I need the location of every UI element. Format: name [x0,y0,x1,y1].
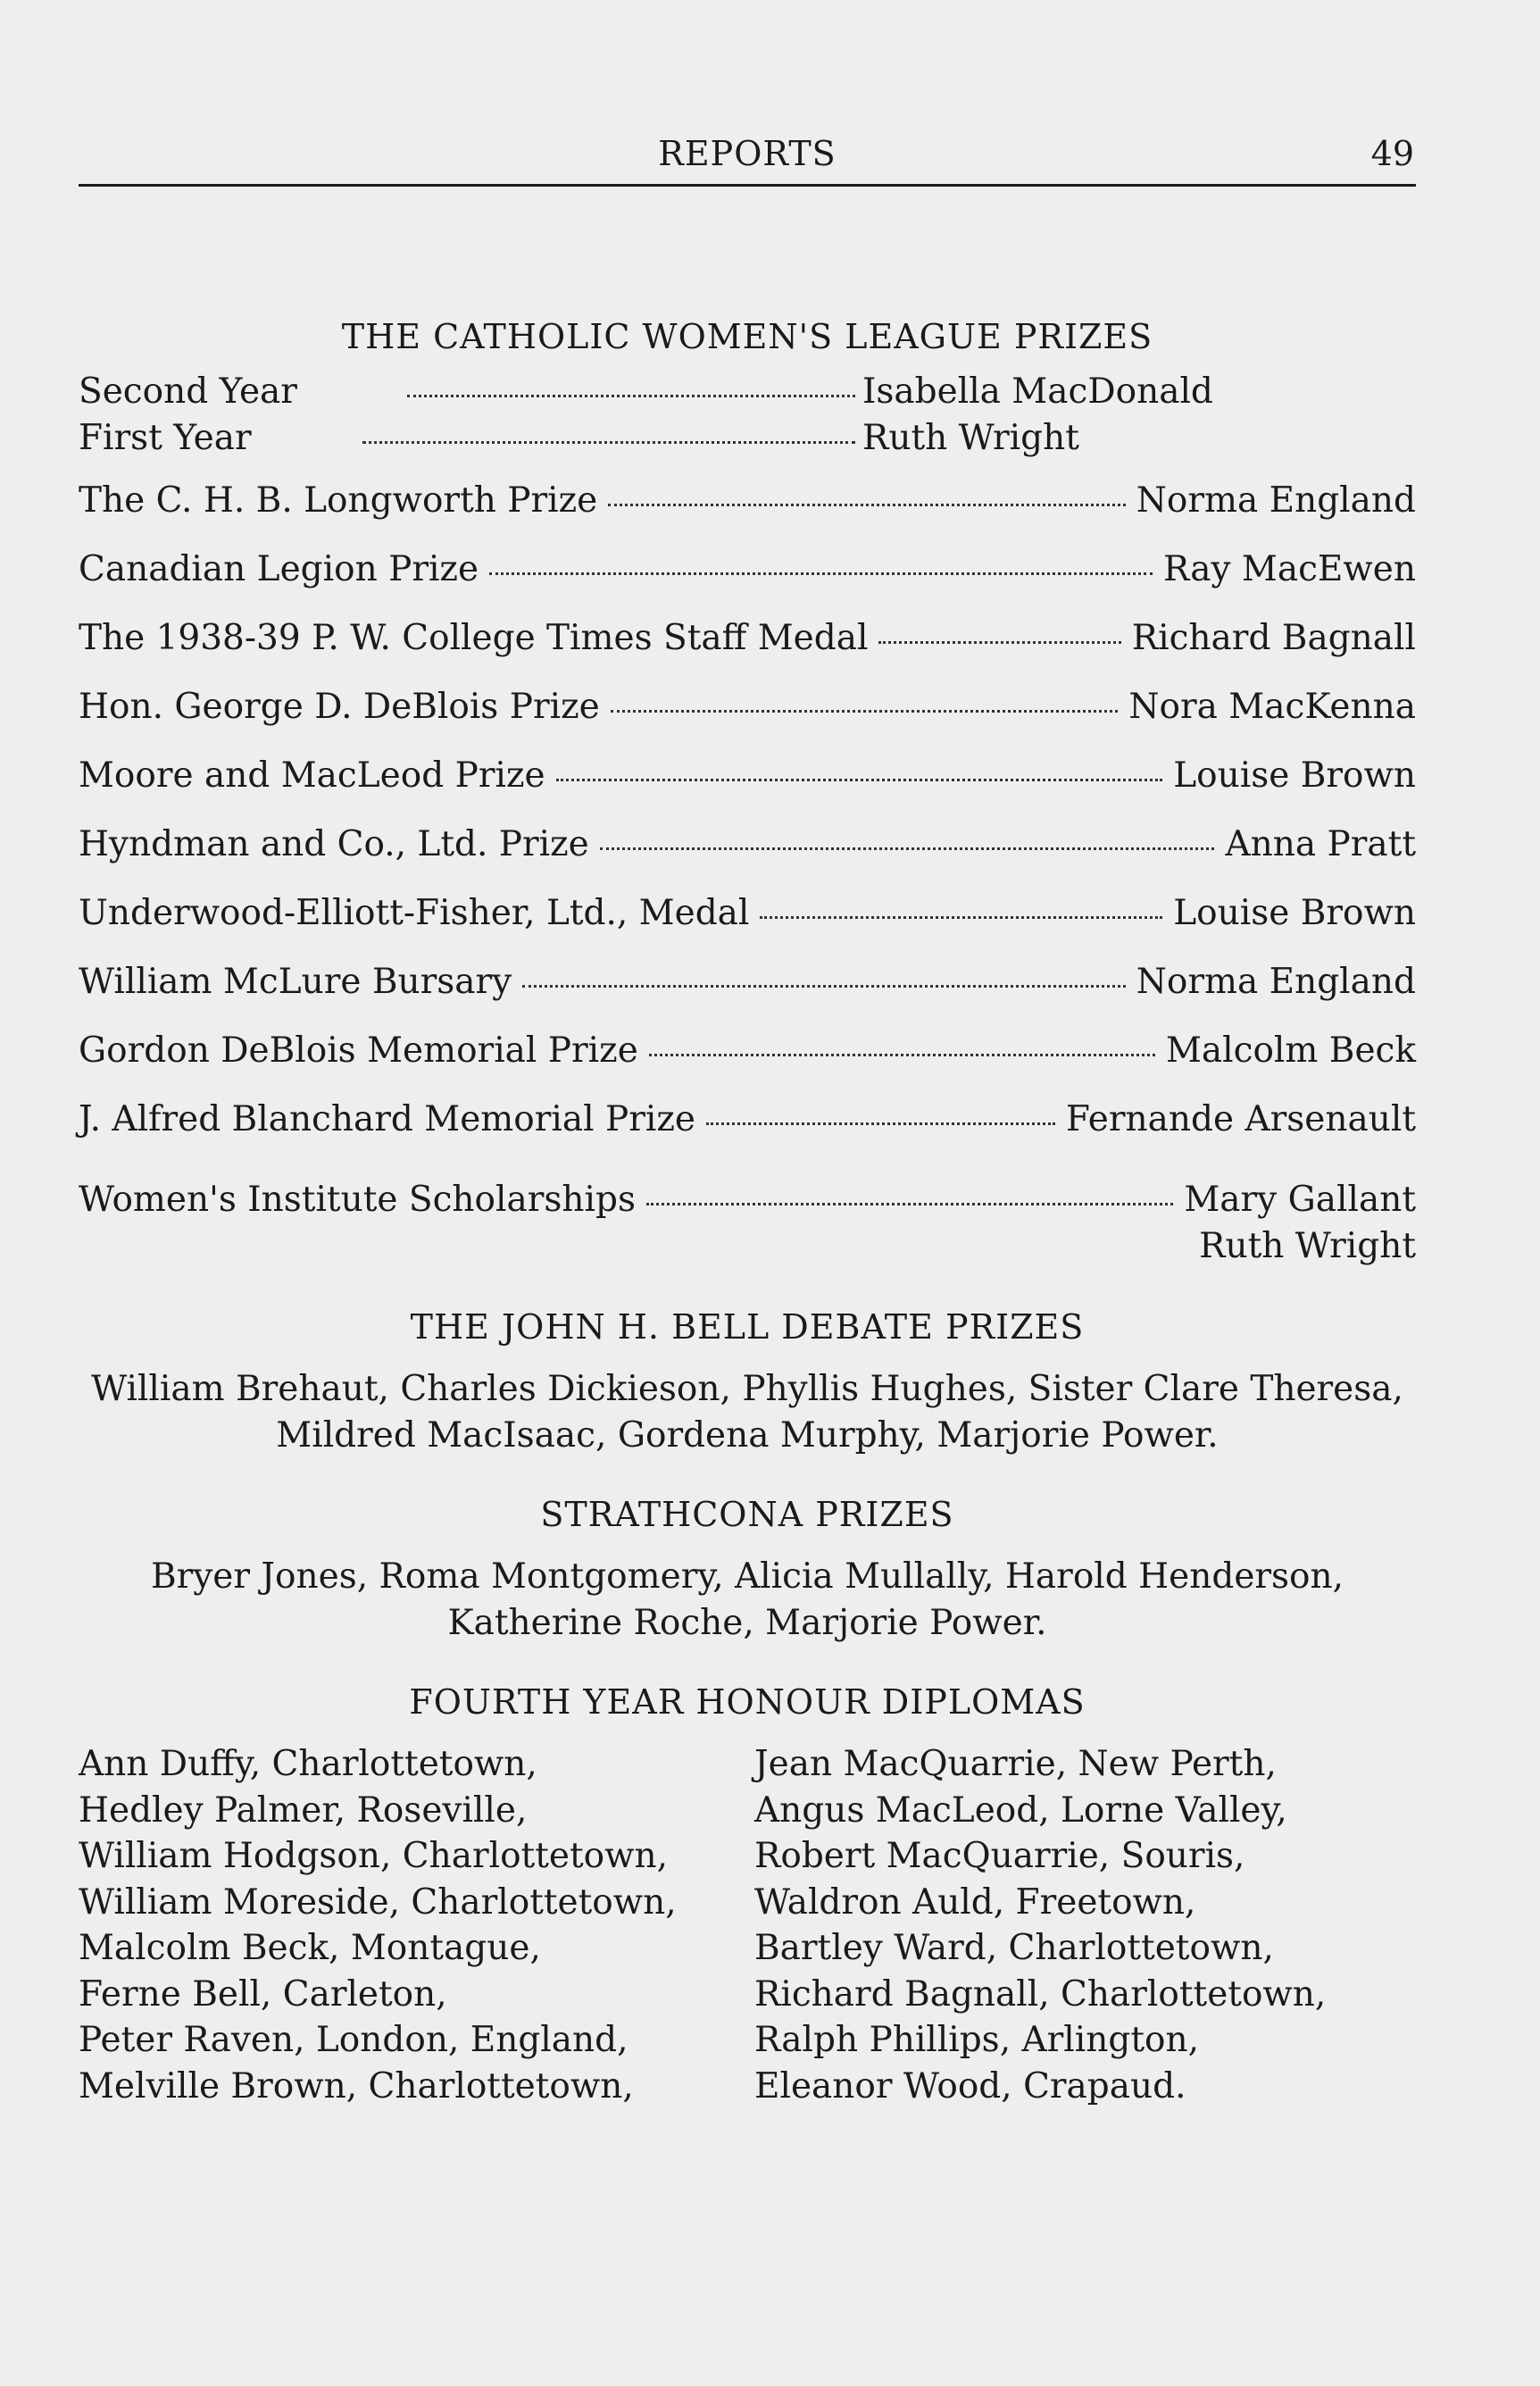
dot-leader [611,710,1119,713]
cwl-row-first-year [79,415,1416,462]
debate-section-title: THE JOHN H. BELL DEBATE PRIZES [410,1307,1085,1347]
prize-row [79,478,1416,546]
dot-leader [362,441,855,444]
prize-label: Canadian Legion Prize [79,549,479,589]
prize-winner: Ruth Wright [862,418,1079,458]
list-item: Ann Duffy, Charlottetown, [79,1744,537,1784]
list-item: Peter Raven, London, England, [79,2020,628,2060]
prize-winner: Isabella MacDonald [862,371,1213,412]
list-item: Angus MacLeod, Lorne Valley, [754,1790,1287,1831]
dot-leader [649,1054,1155,1056]
page-header [79,134,1416,187]
prize-row [79,959,1416,1028]
prize-winner: Anna Pratt [1225,824,1416,864]
list-item: Jean MacQuarrie, New Perth, [754,1744,1277,1784]
dot-leader [878,641,1120,644]
prize-row [79,822,1416,890]
dot-leader [608,504,1126,506]
names-line: Mildred MacIsaac, Gordena Murphy, Marjorie Power. [276,1415,1219,1456]
prize-row [79,546,1416,615]
prize-label: Hyndman and Co., Ltd. Prize [79,824,589,864]
strathcona-winners [79,1554,1416,1647]
cwl-section-title: THE CATHOLIC WOMEN'S LEAGUE PRIZES [341,317,1153,356]
list-item: Eleanor Wood, Crapaud. [754,2065,1186,2107]
list-item: Waldron Auld, Freetown, [754,1881,1196,1923]
prize-label: Moore and MacLeod Prize [79,755,545,796]
prize-winner: Richard Bagnall [1131,618,1416,658]
prize-winner: Ray MacEwen [1162,549,1416,589]
prize-row [79,1177,1416,1223]
dot-leader [646,1203,1173,1206]
dot-leader [407,395,855,397]
prize-list [79,478,1416,1270]
diplomas-right-column [754,1741,1326,2109]
prize-winner: Louise Brown [1173,755,1416,796]
dot-leader [600,847,1215,850]
prize-label: William McLure Bursary [79,962,512,1002]
list-item: William Hodgson, Charlottetown, [79,1836,669,1876]
prize-winner: Malcolm Beck [1165,1030,1416,1071]
list-item: William Moreside, Charlottetown, [79,1881,677,1923]
dot-leader [522,985,1126,988]
prize-row [79,890,1416,959]
diplomas-list [79,1741,1416,2109]
dot-leader [556,779,1163,781]
prize-winner: Nora MacKenna [1128,687,1416,727]
prize-winner: Louise Brown [1173,893,1416,933]
prize-row [79,1097,1416,1165]
diplomas-left-column [79,1741,754,2109]
list-item: Robert MacQuarrie, Souris, [754,1836,1245,1876]
prize-label: The 1938-39 P. W. College Times Staff Medal [79,618,869,658]
prize-label: Women's Institute Scholarships [79,1180,636,1220]
prize-label: First Year [79,418,252,458]
dot-leader [706,1122,1055,1125]
names-line: Bryer Jones, Roma Montgomery, Alicia Mullally, Harold Henderson, [150,1556,1344,1597]
prize-winner: Norma England [1136,962,1416,1002]
diplomas-section-title: FOURTH YEAR HONOUR DIPLOMAS [409,1682,1086,1722]
names-line: Katherine Roche, Marjorie Power. [447,1603,1047,1643]
prize-label: Underwood-Elliott-Fisher, Ltd., Medal [79,893,750,933]
prize-winner: Norma England [1136,480,1416,521]
prize-row [79,1028,1416,1097]
document-page [79,134,1416,2109]
prize-row [79,615,1416,684]
list-item: Malcolm Beck, Montague, [79,1928,541,1968]
prize-label: J. Alfred Blanchard Memorial Prize [79,1099,695,1139]
prize-winner: Mary Gallant [1184,1180,1416,1220]
prize-row [79,753,1416,822]
page-number: 49 [1370,134,1414,173]
prize-label: Hon. George D. DeBlois Prize [79,687,600,727]
list-item: Ralph Phillips, Arlington, [754,2020,1199,2060]
strathcona-section-title: STRATHCONA PRIZES [540,1495,954,1534]
prize-label: The C. H. B. Longworth Prize [79,480,598,521]
prize-row [79,684,1416,753]
list-item: Hedley Palmer, Roseville, [79,1790,528,1831]
list-item: Bartley Ward, Charlottetown, [754,1928,1274,1968]
list-item: Richard Bagnall, Charlottetown, [754,1973,1327,2015]
prize-label: Gordon DeBlois Memorial Prize [79,1030,638,1071]
prize-winner: Fernande Arsenault [1065,1099,1416,1139]
debate-winners [79,1366,1416,1459]
names-line: William Brehaut, Charles Dickieson, Phyllis Hughes, Sister Clare Theresa, [91,1369,1403,1409]
cwl-prize-list [79,369,1416,462]
cwl-row-second-year [79,369,1416,415]
running-title: REPORTS [658,134,837,173]
prize-winner-additional: Ruth Wright [1199,1226,1416,1266]
list-item: Ferne Bell, Carleton, [79,1973,447,2015]
list-item: Melville Brown, Charlottetown, [79,2065,634,2107]
prize-label: Second Year [79,371,297,412]
dot-leader [760,916,1162,919]
dot-leader [489,572,1153,575]
